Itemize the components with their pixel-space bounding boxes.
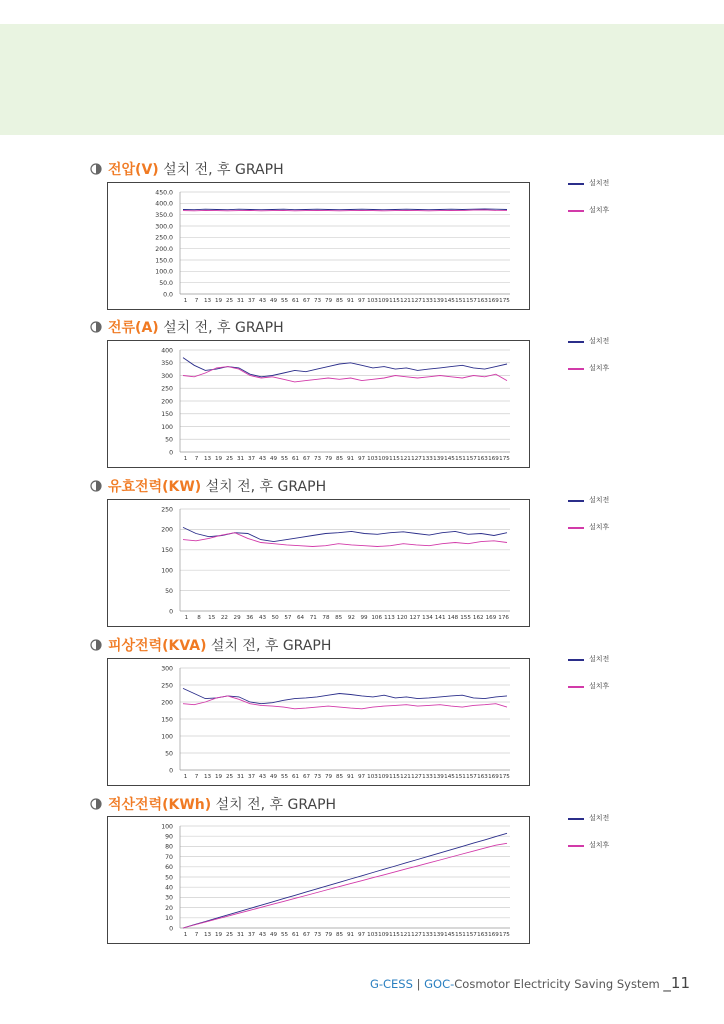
y-tick-label: 30 (165, 894, 173, 902)
y-tick-label: 80 (165, 843, 173, 851)
legend-item-before: 설치전 (568, 178, 628, 190)
footer-separator: | (412, 977, 425, 991)
x-tick-label: 19 (214, 774, 223, 780)
x-tick-label: 15 (208, 615, 216, 621)
x-tick-label: 25 (225, 774, 234, 780)
x-tick-label: 121 (400, 456, 411, 462)
section-title-rest: 설치 전, 후 GRAPH (211, 797, 337, 813)
x-tick-label: 175 (499, 456, 510, 462)
half-circle-icon (90, 798, 102, 810)
x-tick-label: 67 (302, 456, 311, 462)
x-tick-label: 99 (360, 615, 368, 621)
series-line (183, 833, 507, 928)
x-tick-label: 55 (280, 774, 289, 780)
x-tick-label: 109 (378, 298, 389, 304)
x-tick-label: 13 (203, 932, 212, 938)
x-tick-label: 61 (291, 298, 300, 304)
y-tick-label: 50 (165, 874, 173, 882)
y-tick-label: 200 (161, 398, 173, 406)
x-tick-label: 145 (444, 774, 455, 780)
chart-current (107, 340, 530, 468)
y-tick-label: 250 (161, 385, 173, 393)
x-tick-label: 151 (455, 932, 466, 938)
y-tick-label: 150 (161, 716, 173, 724)
y-tick-label: 0 (169, 449, 173, 457)
x-tick-label: 13 (203, 456, 212, 462)
x-tick-label: 133 (422, 932, 433, 938)
y-tick-label: 20 (165, 904, 173, 912)
x-tick-label: 127 (409, 615, 421, 621)
page-number: _11 (663, 974, 690, 992)
x-tick-label: 73 (313, 298, 322, 304)
x-tick-label: 85 (335, 298, 344, 304)
x-tick-label: 43 (258, 456, 267, 462)
x-tick-label: 55 (280, 932, 289, 938)
x-tick-label: 79 (324, 298, 333, 304)
x-tick-label: 7 (194, 298, 199, 304)
x-tick-label: 55 (280, 298, 289, 304)
x-tick-label: 103 (367, 932, 378, 938)
legend-item-before: 설치전 (568, 654, 628, 666)
series-line (183, 209, 507, 210)
x-tick-label: 133 (422, 774, 433, 780)
y-tick-label: 100 (161, 823, 173, 831)
x-tick-label: 31 (236, 456, 245, 462)
x-tick-label: 7 (194, 932, 199, 938)
y-tick-label: 90 (165, 833, 173, 841)
section-title-key: 전압(V) (108, 162, 159, 178)
x-tick-label: 31 (236, 298, 245, 304)
x-tick-label: 157 (466, 774, 477, 780)
series-line (183, 843, 507, 928)
x-tick-label: 31 (236, 774, 245, 780)
y-tick-label: 50.0 (159, 279, 173, 287)
y-tick-label: 40 (165, 884, 173, 892)
half-circle-icon (90, 321, 102, 333)
footer-subtitle: Cosmotor Electricity Saving System (454, 977, 660, 991)
x-tick-label: 97 (357, 298, 366, 304)
chart-plot (108, 500, 529, 626)
section-heading-voltage (90, 161, 284, 179)
x-tick-label: 19 (214, 456, 223, 462)
x-tick-label: 1 (183, 298, 188, 304)
y-tick-label: 100 (161, 423, 173, 431)
half-circle-icon (90, 480, 102, 492)
x-tick-label: 8 (197, 615, 201, 621)
x-tick-label: 43 (258, 298, 267, 304)
x-tick-label: 73 (313, 932, 322, 938)
x-tick-label: 127 (411, 932, 422, 938)
x-tick-label: 79 (324, 932, 333, 938)
half-circle-icon (90, 639, 102, 651)
x-tick-label: 13 (203, 298, 212, 304)
section-heading-energy (90, 796, 336, 814)
y-tick-label: 150 (161, 547, 173, 555)
x-tick-label: 151 (455, 774, 466, 780)
x-tick-label: 127 (411, 298, 422, 304)
x-tick-label: 25 (225, 456, 234, 462)
x-tick-label: 22 (220, 615, 228, 621)
legend (568, 813, 628, 852)
x-tick-label: 85 (335, 456, 344, 462)
x-tick-label: 120 (396, 615, 408, 621)
x-tick-label: 163 (477, 774, 488, 780)
x-tick-label: 25 (225, 932, 234, 938)
section-title-key: 피상전력(KVA) (108, 638, 207, 654)
x-tick-label: 121 (400, 298, 411, 304)
x-tick-label: 121 (400, 774, 411, 780)
x-tick-label: 151 (455, 298, 466, 304)
x-tick-label: 113 (384, 615, 395, 621)
x-tick-label: 121 (400, 932, 411, 938)
x-tick-label: 19 (214, 298, 223, 304)
x-tick-label: 145 (444, 456, 455, 462)
x-tick-label: 106 (371, 615, 383, 621)
x-tick-label: 73 (313, 774, 322, 780)
x-tick-label: 157 (466, 932, 477, 938)
x-tick-label: 37 (247, 932, 256, 938)
y-tick-label: 250 (161, 682, 173, 690)
y-tick-label: 250.0 (155, 234, 173, 242)
x-tick-label: 169 (488, 932, 499, 938)
x-tick-label: 50 (271, 615, 279, 621)
chart-plot (108, 341, 529, 467)
x-tick-label: 64 (297, 615, 305, 621)
x-tick-label: 103 (367, 456, 378, 462)
y-tick-label: 100.0 (155, 268, 173, 276)
x-tick-label: 175 (499, 774, 510, 780)
x-tick-label: 49 (269, 298, 278, 304)
x-tick-label: 61 (291, 774, 300, 780)
x-tick-label: 109 (378, 932, 389, 938)
y-tick-label: 200 (161, 526, 173, 534)
x-tick-label: 139 (433, 298, 444, 304)
x-tick-label: 49 (269, 456, 278, 462)
y-tick-label: 300 (161, 372, 173, 380)
x-tick-label: 141 (434, 615, 446, 621)
x-tick-label: 139 (433, 774, 444, 780)
x-tick-label: 7 (194, 456, 199, 462)
x-tick-label: 163 (477, 298, 488, 304)
x-tick-label: 19 (214, 932, 223, 938)
x-tick-label: 7 (194, 774, 199, 780)
chart-energy (107, 816, 530, 944)
x-tick-label: 127 (411, 456, 422, 462)
x-tick-label: 163 (477, 932, 488, 938)
chart-plot (108, 659, 529, 785)
section-title-rest: 설치 전, 후 GRAPH (206, 638, 332, 654)
x-tick-label: 55 (280, 456, 289, 462)
x-tick-label: 133 (422, 456, 433, 462)
y-tick-label: 100 (161, 733, 173, 741)
legend-item-before: 설치전 (568, 336, 628, 348)
legend (568, 336, 628, 375)
x-tick-label: 103 (367, 298, 378, 304)
footer-brand-goc: GOC- (424, 977, 455, 991)
legend (568, 654, 628, 693)
section-title-rest: 설치 전, 후 GRAPH (158, 320, 284, 336)
x-tick-label: 85 (335, 932, 344, 938)
legend-item-after: 설치후 (568, 205, 628, 217)
x-tick-label: 134 (422, 615, 433, 621)
x-tick-label: 31 (236, 932, 245, 938)
chart-active-power (107, 499, 530, 627)
x-tick-label: 36 (246, 615, 254, 621)
x-tick-label: 91 (346, 456, 355, 462)
y-tick-label: 50 (165, 750, 173, 758)
x-tick-label: 148 (447, 615, 459, 621)
x-tick-label: 85 (335, 615, 343, 621)
y-tick-label: 0 (169, 767, 173, 775)
y-tick-label: 50 (165, 436, 173, 444)
x-tick-label: 67 (302, 932, 311, 938)
x-tick-label: 71 (309, 615, 317, 621)
x-tick-label: 162 (472, 615, 484, 621)
y-tick-label: 0 (169, 925, 173, 933)
x-tick-label: 91 (346, 774, 355, 780)
section-title-key: 적산전력(KWh) (108, 797, 212, 813)
y-tick-label: 10 (165, 915, 173, 923)
x-tick-label: 49 (269, 932, 278, 938)
x-tick-label: 67 (302, 298, 311, 304)
chart-plot (108, 183, 529, 309)
chart-plot (108, 817, 529, 943)
section-title-rest: 설치 전, 후 GRAPH (158, 162, 284, 178)
x-tick-label: 79 (324, 456, 333, 462)
y-tick-label: 350.0 (155, 211, 173, 219)
x-tick-label: 109 (378, 456, 389, 462)
x-tick-label: 37 (247, 298, 256, 304)
series-line (183, 367, 507, 382)
x-tick-label: 67 (302, 774, 311, 780)
x-tick-label: 169 (485, 615, 497, 621)
x-tick-label: 29 (233, 615, 241, 621)
legend (568, 495, 628, 534)
x-tick-label: 1 (183, 456, 188, 462)
x-tick-label: 85 (335, 774, 344, 780)
x-tick-label: 91 (346, 298, 355, 304)
y-tick-label: 200 (161, 699, 173, 707)
x-tick-label: 169 (488, 298, 499, 304)
x-tick-label: 1 (183, 774, 188, 780)
section-title-rest: 설치 전, 후 GRAPH (201, 479, 327, 495)
x-tick-label: 139 (433, 932, 444, 938)
footer-brand-gcess: G-CESS (369, 977, 413, 991)
section-heading-apparent-power (90, 637, 331, 655)
x-tick-label: 155 (460, 615, 471, 621)
y-tick-label: 0.0 (163, 291, 173, 299)
y-tick-label: 350 (161, 360, 173, 368)
section-title-key: 유효전력(KW) (108, 479, 202, 495)
x-tick-label: 151 (455, 456, 466, 462)
x-tick-label: 157 (466, 456, 477, 462)
legend (568, 178, 628, 217)
x-tick-label: 97 (357, 932, 366, 938)
legend-item-before: 설치전 (568, 813, 628, 825)
x-tick-label: 97 (357, 456, 366, 462)
x-tick-label: 176 (498, 615, 509, 621)
x-tick-label: 37 (247, 456, 256, 462)
x-tick-label: 49 (269, 774, 278, 780)
x-tick-label: 115 (389, 932, 400, 938)
x-tick-label: 1 (184, 615, 189, 621)
y-tick-label: 0 (169, 608, 173, 616)
x-tick-label: 163 (477, 456, 488, 462)
y-tick-label: 70 (165, 853, 173, 861)
x-tick-label: 139 (433, 456, 444, 462)
legend-item-before: 설치전 (568, 495, 628, 507)
x-tick-label: 61 (291, 456, 300, 462)
y-tick-label: 100 (161, 567, 173, 575)
x-tick-label: 175 (499, 932, 510, 938)
x-tick-label: 109 (378, 774, 389, 780)
section-heading-active-power (90, 478, 326, 496)
x-tick-label: 115 (389, 456, 400, 462)
legend-item-after: 설치후 (568, 681, 628, 693)
y-tick-label: 400.0 (155, 200, 173, 208)
x-tick-label: 103 (367, 774, 378, 780)
header-band (0, 24, 724, 135)
section-heading-current (90, 319, 284, 337)
x-tick-label: 1 (183, 932, 188, 938)
x-tick-label: 61 (291, 932, 300, 938)
x-tick-label: 169 (488, 774, 499, 780)
y-tick-label: 450.0 (155, 189, 173, 197)
legend-item-after: 설치후 (568, 522, 628, 534)
series-line (183, 533, 507, 547)
x-tick-label: 43 (258, 774, 267, 780)
x-tick-label: 175 (499, 298, 510, 304)
x-tick-label: 73 (313, 456, 322, 462)
chart-voltage (107, 182, 530, 310)
y-tick-label: 200.0 (155, 245, 173, 253)
legend-item-after: 설치후 (568, 840, 628, 852)
x-tick-label: 133 (422, 298, 433, 304)
y-tick-label: 400 (161, 347, 173, 355)
x-tick-label: 43 (258, 615, 267, 621)
x-tick-label: 91 (346, 932, 355, 938)
x-tick-label: 127 (411, 774, 422, 780)
x-tick-label: 157 (466, 298, 477, 304)
section-title-key: 전류(A) (108, 320, 159, 336)
page-footer (370, 974, 690, 992)
x-tick-label: 79 (324, 774, 333, 780)
y-tick-label: 60 (165, 864, 173, 872)
x-tick-label: 115 (389, 774, 400, 780)
x-tick-label: 43 (258, 932, 267, 938)
x-tick-label: 78 (322, 615, 330, 621)
x-tick-label: 169 (488, 456, 499, 462)
half-circle-icon (90, 163, 102, 175)
y-tick-label: 150.0 (155, 257, 173, 265)
x-tick-label: 57 (284, 615, 292, 621)
chart-apparent-power (107, 658, 530, 786)
y-tick-label: 250 (161, 506, 173, 514)
legend-item-after: 설치후 (568, 363, 628, 375)
x-tick-label: 37 (247, 774, 256, 780)
y-tick-label: 150 (161, 411, 173, 419)
x-tick-label: 115 (389, 298, 400, 304)
x-tick-label: 145 (444, 298, 455, 304)
y-tick-label: 300 (161, 665, 173, 673)
x-tick-label: 25 (225, 298, 234, 304)
x-tick-label: 97 (357, 774, 366, 780)
series-line (183, 688, 507, 703)
y-tick-label: 300.0 (155, 223, 173, 231)
x-tick-label: 13 (203, 774, 212, 780)
x-tick-label: 92 (347, 615, 355, 621)
y-tick-label: 50 (165, 587, 173, 595)
x-tick-label: 145 (444, 932, 455, 938)
